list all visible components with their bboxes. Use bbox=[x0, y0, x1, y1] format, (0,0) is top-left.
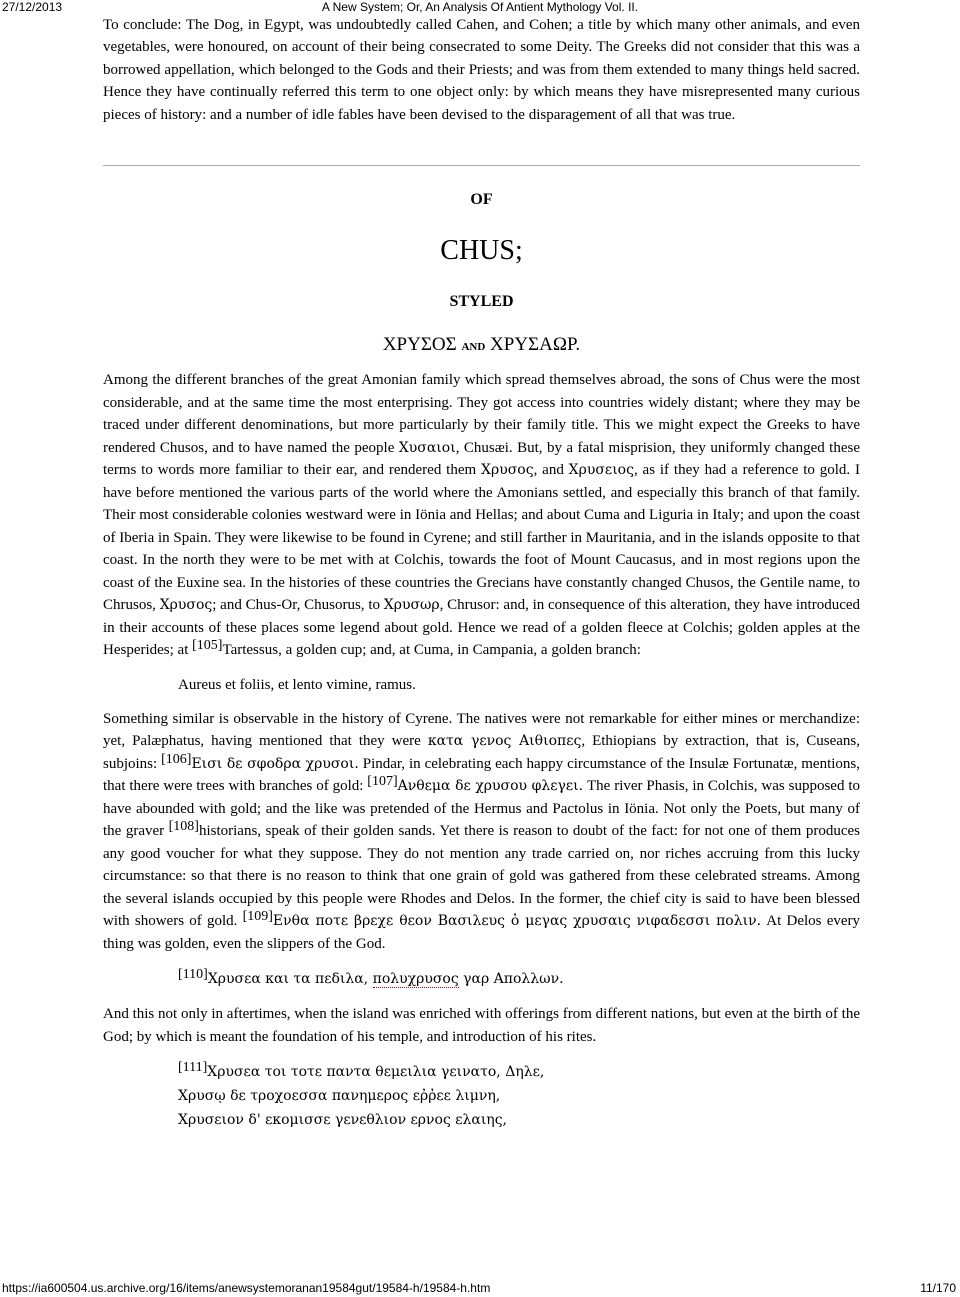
greek-term: Χρυσειος bbox=[568, 462, 634, 479]
verse-line: Χρυσῳ δε τροχοεσσα πανημερος εῤῤεε λιμνη, bbox=[178, 1088, 501, 1105]
heading-and: AND bbox=[461, 341, 486, 354]
footnote-link-105[interactable]: [105] bbox=[192, 638, 223, 654]
paragraph-delos: And this not only in aftertimes, when the island was enriched with offerings from different nations, but even at the birth of the God; by which is meant the foundation of his temple, and introduction of his rites. bbox=[103, 1006, 860, 1045]
text: , Chusæi. But, by a fatal misprision, they uniformly changed these terms to words more familiar to their ear, and rendered them bbox=[103, 439, 860, 479]
heading-of: OF bbox=[470, 191, 493, 209]
greek-term: Χρυσωρ bbox=[383, 597, 440, 614]
heading-styled: STYLED bbox=[449, 293, 514, 311]
greek-verse-text: γαρ Απολλων. bbox=[458, 971, 564, 988]
heading-greek-chrysos: ΧΡΥΣΟΣ bbox=[382, 334, 457, 356]
greek-quote: Ανθεμα δε χρυσου φλεγει. bbox=[397, 778, 584, 795]
page-url: https://ia600504.us.archive.org/16/items/anewsystemoranan19584gut/19584-h/19584-h.htm bbox=[2, 1281, 491, 1295]
greek-term: Χρυσος bbox=[481, 462, 534, 479]
verse-line bbox=[178, 1060, 860, 1084]
text: historians, speak of their golden sands. Yet there is reason to doubt of the fact: for not one of them produces any good voucher for what they suppose. They do not mention any trade carried on, nor riches accruing from this lucky circumstance: so that there is no reason to think that one grain of gold was gathered from these celebrated streams. Among the several islands occupied by this people were Rhodes and Delos. In the former, the chief city is said to have been blessed with showers of gold. bbox=[103, 823, 860, 930]
greek-verse-111 bbox=[178, 1060, 860, 1132]
heading-greek bbox=[103, 332, 860, 360]
greek-verse-text: Χρυσεα και τα πεδιλα, bbox=[207, 971, 373, 988]
greek-verse-marked-word: πολυχρυσος bbox=[372, 971, 459, 988]
paragraph-cyrene bbox=[103, 708, 860, 956]
text: Among the different branches of the great Amonian family which spread themselves abroad, the sons of Chus were the most considerable, and at the same time the most enterprising. They got access into countries widely distant; where they may be traced under different denominations, but more particularly by their family title. This we might expect the Greeks to have rendered Chusos, and to have named the people bbox=[103, 372, 860, 456]
footnote-link-109[interactable]: [109] bbox=[242, 909, 273, 925]
footnote-link-108[interactable]: [108] bbox=[168, 819, 199, 835]
heading-chus: CHUS; bbox=[440, 235, 523, 267]
verse-line: Χρυσειον δ' εκομισσε γενεθλιον ερνος ελαιης, bbox=[178, 1112, 507, 1129]
greek-term: Χρυσος bbox=[159, 597, 213, 614]
text: , Ethiopians by extraction, that is, Cuseans, subjoins: bbox=[103, 733, 860, 772]
footnote-link-106[interactable]: [106] bbox=[161, 751, 192, 767]
page-number: 11/170 bbox=[920, 1281, 956, 1295]
heading-greek-chrysaor: ΧΡΥΣΑΩΡ. bbox=[490, 334, 581, 356]
text: At Delos every thing was golden, even the slippers of the God. bbox=[103, 913, 860, 952]
greek-term: κατα γενος Αιθιοπες bbox=[427, 733, 582, 750]
greek-verse-110 bbox=[178, 967, 860, 991]
paragraph-chus bbox=[103, 369, 860, 662]
text: The river Phasis, in Colchis, was supposed to have abounded with gold; and the like was pretended of the Hermus and Pactolus in Iönia. Not only the Poets, but many of the graver bbox=[103, 778, 860, 840]
text: , and bbox=[533, 462, 569, 479]
text: , Chrusor: and, in consequence of this alteration, they have introduced in their accounts of these places some legend about gold. Hence we read of a golden fleece at Colchis; golden apples at the Hesperides; at bbox=[103, 597, 861, 659]
text: Tartessus, a golden cup; and, at Cuma, in Campania, a golden branch: bbox=[222, 642, 641, 659]
greek-quote: Εισι δε σφοδρα χρυσοι. bbox=[191, 755, 359, 772]
latin-verse: Aureus et foliis, et lento vimine, ramus. bbox=[178, 676, 416, 693]
greek-verse-text: Χρυσεα τοι τοτε παντα θεμειλια γεινατο, Δηλε, bbox=[207, 1064, 545, 1081]
greek-quote: Ενθα ποτε βρεχε θεον Βασιλευς ὁ μεγας χρυσαις νιφαδεσσι πολιν. bbox=[272, 913, 762, 930]
text: Something similar is observable in the history of Cyrene. The natives were not remarkable for either mines or merchandize: yet, Palæphatus, having mentioned that they were bbox=[103, 710, 860, 750]
footnote-link-110[interactable]: [110] bbox=[178, 967, 208, 983]
document-title: A New System; Or, An Analysis Of Antient Mythology Vol. II. bbox=[321, 0, 639, 14]
greek-term: Χυσαιοι bbox=[398, 439, 456, 456]
print-date: 27/12/2013 bbox=[2, 0, 63, 14]
footnote-link-111[interactable]: [111] bbox=[178, 1060, 208, 1076]
text: Pindar, in celebrating each happy circumstance of the Insulæ Fortunatæ, mentions, that there were trees with branches of gold: bbox=[103, 755, 860, 795]
text: , as if they had a reference to gold. I have before mentioned the various parts of the world where the Amonians settled, and especially this branch of that family. Their most considerable colonies westward were in Iönia and Hellas; and about Cuma and Liguria in Italy; and upon the coast of Iberia in Spain. They were likewise to be found in Cyrene; and still farther in Mauritania, and in the islands opposite to that coast. In the north they were to be met with at Colchis, towards the foot of Mount Caucasus, and in most regions upon the coast of the Euxine sea. In the histories of these countries the Grecians have constantly changed Chusos, the Gentile name, to Chrusos, bbox=[103, 462, 860, 614]
footnote-link-107[interactable]: [107] bbox=[367, 774, 398, 790]
page-content bbox=[103, 14, 860, 1144]
section-divider bbox=[103, 165, 860, 166]
text: ; and Chus-Or, Chusorus, to bbox=[212, 597, 384, 614]
intro-paragraph: To conclude: The Dog, in Egypt, was undoubtedly called Cahen, and Cohen; a title by which many other animals, and even vegetables, were honoured, on account of their being consecrated to some Deity. The Greeks did not consider that this was a borrowed appellation, which belonged to the Gods and their Priests; and was from them extended to many things held sacred. Hence they have continually referred this term to one object only: by which means they have misrepresented many curious pieces of history: and a number of idle fables have been devised to the disparagement of all that was true. bbox=[103, 17, 860, 123]
